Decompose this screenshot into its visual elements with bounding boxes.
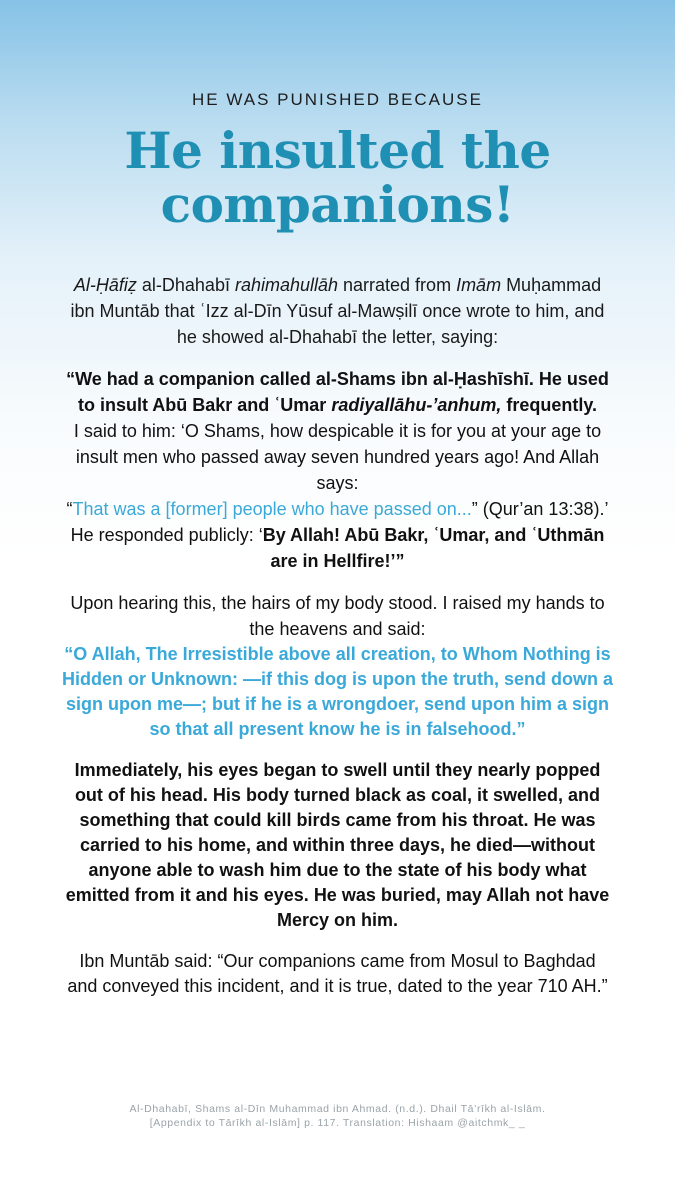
quote-response <box>62 522 613 574</box>
response-statement: By Allah! Abū Bakr, ʿUmar, and ʿUthmān are in Hellfire!’” <box>262 525 605 571</box>
quran-reference: ” (Qur’an 13:38).’ <box>471 499 609 519</box>
page-title <box>62 121 613 234</box>
quran-verse: That was a [former] people who have passed on... <box>72 499 472 519</box>
letter-quote <box>62 366 613 574</box>
kicker-text: HE WAS PUNISHED BECAUSE <box>192 90 483 109</box>
title-line-1: He insulted the <box>124 121 551 180</box>
intro-rest: Muḥammad ibn Muntāb that ʿIzz al-Dīn Yūsuf al-Mawṣilī once wrote to him, and he showed al-Dhahabī the letter, saying: <box>70 275 605 347</box>
intro-dhahabi: al-Dhahabī <box>136 275 235 295</box>
quote-opening <box>62 366 613 418</box>
citation-line-1: Al-Dhahabī, Shams al-Dīn Muhammad ibn Ahmad. (n.d.). Dhail Tā’rīkh al-Islām. <box>129 1103 546 1115</box>
citation-line-2: [Appendix to Tārīkh al-Islām] p. 117. Translation: Hishaam @aitchmk_ _ <box>149 1117 526 1129</box>
response-intro: He responded publicly: ‘ <box>70 525 263 545</box>
quote-rebuke: I said to him: ‘O Shams, how despicable it is for you at your age to insult men who passed away seven hundred years ago! And Allah says: <box>73 421 602 493</box>
quote-frequently: frequently. <box>501 395 598 415</box>
intro-imam: Imām <box>456 275 502 295</box>
quote-opening-text: “We had a companion called al-Shams ibn al-Ḥashīshī. He used to insult Abū Bakr and ʿUmar <box>66 369 609 415</box>
outcome-paragraph: Immediately, his eyes began to swell until they nearly popped out of his head. His body turned black as coal, it swelled, and something that could kill birds came from his throat. He was carried to his home, and within three days, he died—without anyone able to wash him due to the state of his body what emitted from it and his eyes. He was buried, may Allah not have Mercy on him. <box>65 760 610 930</box>
intro-narrated: narrated from <box>338 275 457 295</box>
prayer-paragraph: “O Allah, The Irresistible above all creation, to Whom Nothing is Hidden or Unknown: —if this dog is upon the truth, send down a sign upon me—; but if he is a wrongdoer, send upon him a sign so that all present know he is in falsehood.” <box>62 644 613 739</box>
quote-honorific: radiyallāhu-’anhum, <box>331 395 502 415</box>
intro-hafiz: Al-Ḥāfiẓ <box>73 275 137 295</box>
citation-footer <box>0 1102 675 1130</box>
quran-open-quote: “ <box>66 499 73 519</box>
intro-rahimahullah: rahimahullāh <box>234 275 339 295</box>
quran-citation <box>62 496 613 522</box>
intro-paragraph <box>62 272 613 350</box>
title-line-2: companions! <box>160 175 515 234</box>
closing-paragraph: Ibn Muntāb said: “Our companions came from Mosul to Baghdad and conveyed this incident, and it is true, dated to the year 710 AH.” <box>67 951 608 996</box>
reaction-paragraph: Upon hearing this, the hairs of my body stood. I raised my hands to the heavens and said: <box>70 593 605 639</box>
